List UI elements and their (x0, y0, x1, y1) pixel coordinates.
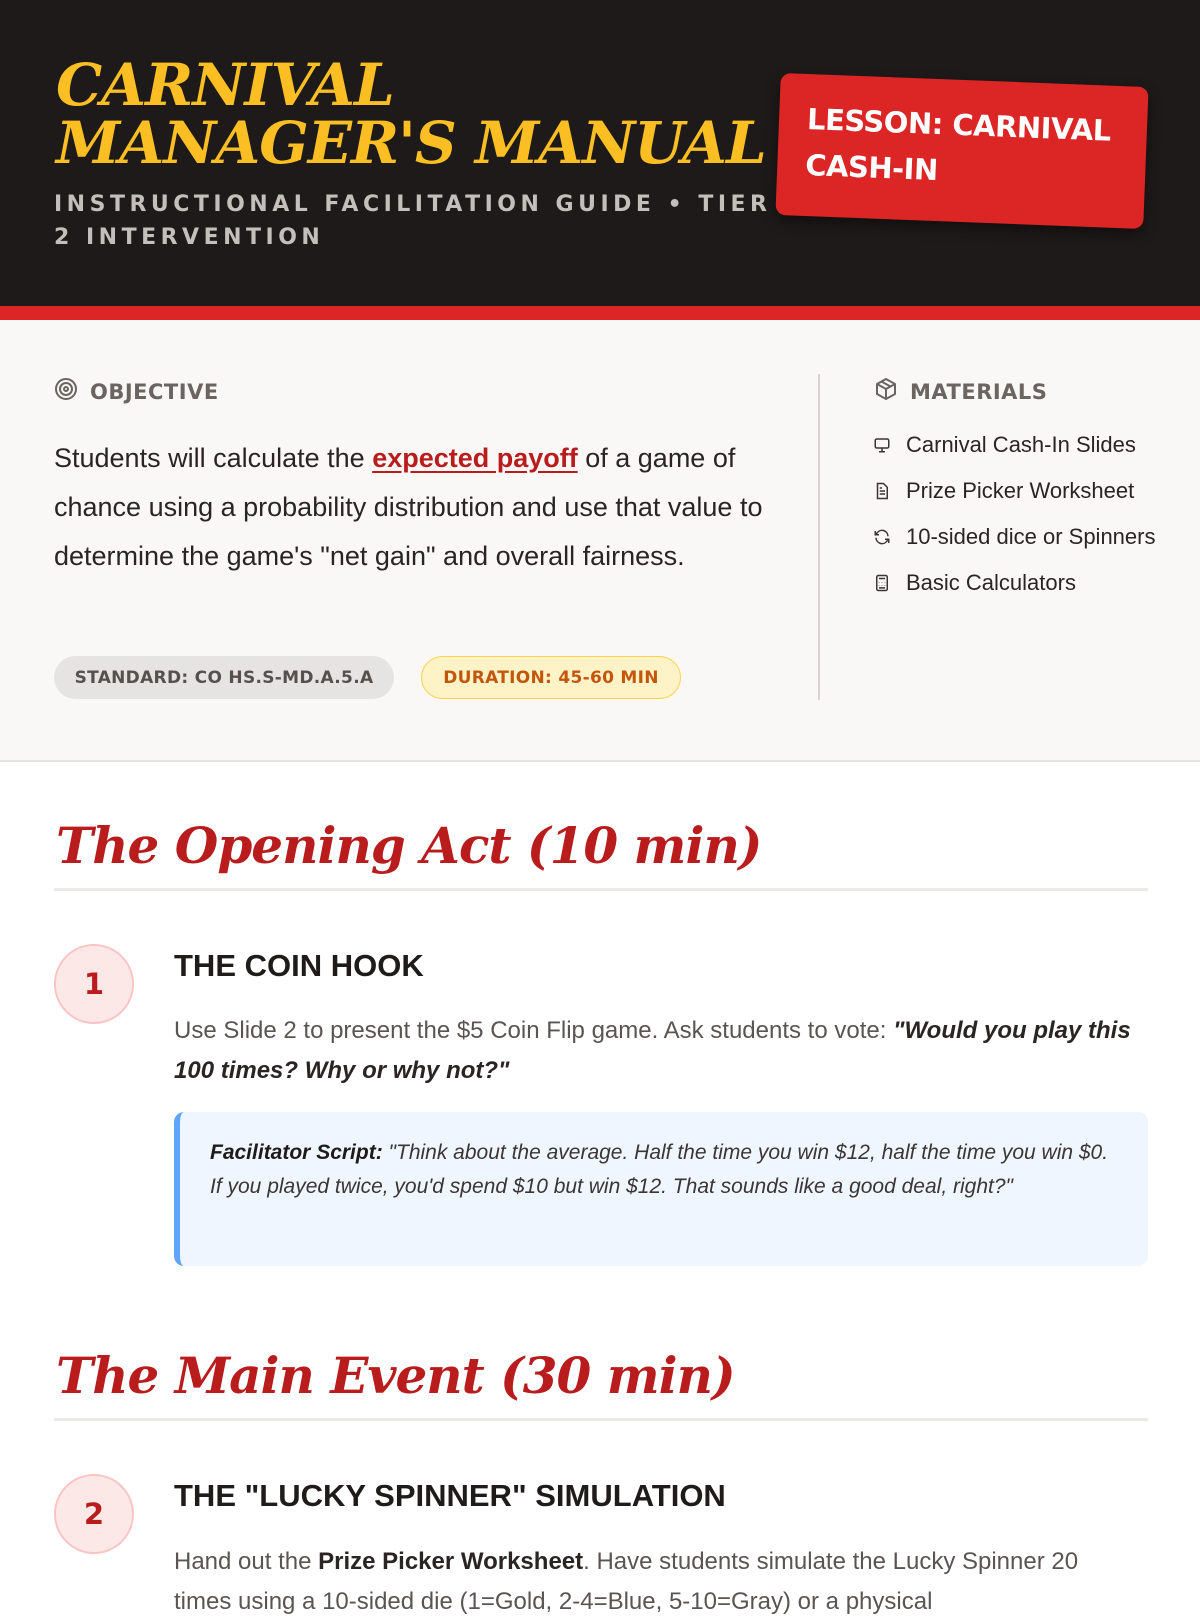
worksheet-name: Prize Picker Worksheet (318, 1548, 584, 1575)
materials-list (872, 428, 1172, 612)
objective-text (54, 434, 774, 581)
step-body (174, 1011, 1134, 1091)
materials-item-label: Carnival Cash-In Slides (906, 432, 1136, 457)
page-subtitle: INSTRUCTIONAL FACILITATION GUIDE • TIER 2 INTERVENTION (54, 192, 772, 250)
step-body-quote: "Would you play this 100 times? Why or why not?" (174, 1017, 1131, 1084)
act-title-opening: The Opening Act (10 min) (56, 816, 762, 875)
document-icon (872, 481, 892, 501)
step-body (174, 1542, 1134, 1622)
objective-text-end: of a game of chance using a probability distribution and use that value to determine the game's "net gain" and overall fairness. (54, 443, 763, 571)
step-body-text-end: . Have students simulate the Lucky Spinner 20 times using a 10-sided die (1=Gold, 2-4=Blue, 5-10=Gray) or a physical (174, 1548, 1079, 1615)
expected-payoff-highlight: expected payoff (372, 443, 578, 473)
materials-label: MATERIALS (910, 379, 1048, 404)
callout-label: Facilitator Script: (210, 1141, 383, 1164)
page-header (0, 0, 1200, 320)
page-title: CARNIVAL MANAGER'S MANUAL (56, 51, 766, 177)
step-body-text: Use Slide 2 to present the $5 Coin Flip game. Ask students to vote: (174, 1017, 894, 1044)
materials-item-label: Prize Picker Worksheet (906, 478, 1135, 503)
refresh-icon (872, 527, 892, 547)
step-title: THE "LUCKY SPINNER" SIMULATION (174, 1478, 726, 1513)
act-divider (54, 888, 1148, 891)
box-icon (874, 377, 898, 406)
materials-heading (874, 377, 1047, 406)
duration-badge: DURATION: 45-60 MIN (421, 656, 681, 699)
materials-item-label: 10-sided dice or Spinners (906, 524, 1156, 549)
materials-item (872, 566, 1172, 600)
act-title-main-event: The Main Event (30 min) (56, 1346, 735, 1405)
act-divider (54, 1418, 1148, 1421)
lesson-badge: LESSON: CARNIVAL CASH-IN (775, 73, 1148, 229)
step-number: 1 (54, 944, 134, 1024)
callout-text: "Think about the average. Half the time you win $12, half the time you win $0. If you played twice, you'd spend $10 but win $12. That sounds like a good deal, right?" (210, 1141, 1109, 1198)
step-body-text: Hand out the (174, 1548, 319, 1575)
standard-badge: STANDARD: CO HS.S-MD.A.5.A (54, 656, 394, 699)
objective-heading (54, 377, 219, 406)
calculator-icon (872, 573, 892, 593)
monitor-icon (872, 435, 892, 455)
materials-item (872, 520, 1172, 554)
facilitator-script-callout (174, 1112, 1148, 1266)
objective-text-start: Students will calculate the (54, 443, 373, 473)
step-title: THE COIN HOOK (174, 948, 424, 983)
materials-item-label: Basic Calculators (906, 570, 1076, 595)
info-panel (0, 320, 1200, 762)
target-icon (54, 377, 78, 406)
materials-item (872, 474, 1172, 508)
step-number: 2 (54, 1474, 134, 1554)
column-divider (818, 374, 820, 700)
materials-item (872, 428, 1172, 462)
objective-label: OBJECTIVE (90, 379, 219, 404)
